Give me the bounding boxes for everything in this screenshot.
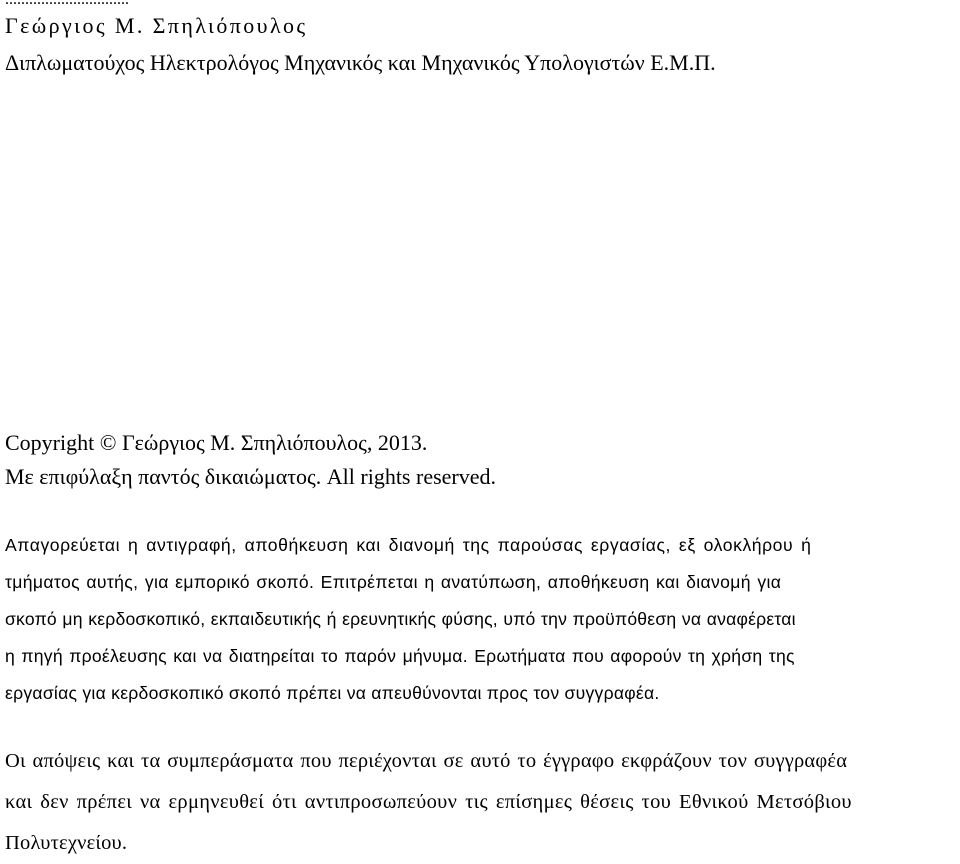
disclaimer-paragraph <box>5 741 960 864</box>
disclaimer-line: και δεν πρέπει να ερμηνευθεί ότι αντιπροσωπεύουν τις επίσημες θέσεις του Εθνικού Μετσόβιου <box>5 791 852 813</box>
copyright-line: Copyright © Γεώργιος Μ. Σπηλιόπουλος, 2013. <box>5 430 428 455</box>
notice-line: Απαγορεύεται η αντιγραφή, αποθήκευση και διανομή της παρούσας εργασίας, εξ ολοκλήρου ή <box>5 535 812 555</box>
author-degree: Διπλωματούχος Ηλεκτρολόγος Μηχανικός και Μηχανικός Υπολογιστών Ε.Μ.Π. <box>5 50 716 75</box>
copying-notice-paragraph <box>5 527 960 712</box>
notice-line: σκοπό μη κερδοσκοπικό, εκπαιδευτικής ή ερευνητικής φύσης, υπό την προϋπόθεση να αναφέρεται <box>5 609 796 629</box>
notice-line: εργασίας για κερδοσκοπικό σκοπό πρέπει να απευθύνονται προς τον συγγραφέα. <box>5 683 660 703</box>
notice-line: η πηγή προέλευσης και να διατηρείται το παρόν μήνυμα. Ερωτήματα που αφορούν τη χρήση της <box>5 646 795 666</box>
signature-dots <box>5 0 129 8</box>
disclaimer-line: Πολυτεχνείου. <box>5 832 128 854</box>
rights-reserved-line: Με επιφύλαξη παντός δικαιώματος. All rights reserved. <box>5 464 497 489</box>
disclaimer-line: Οι απόψεις και τα συμπεράσματα που περιέχονται σε αυτό το έγγραφο εκφράζουν τον συγγραφέα <box>5 750 848 772</box>
author-name: Γεώργιος Μ. Σπηλιόπουλος <box>5 13 308 38</box>
notice-line: τμήματος αυτής, για εμπορικό σκοπό. Επιτρέπεται η ανατύπωση, αποθήκευση και διανομή για <box>5 572 782 592</box>
